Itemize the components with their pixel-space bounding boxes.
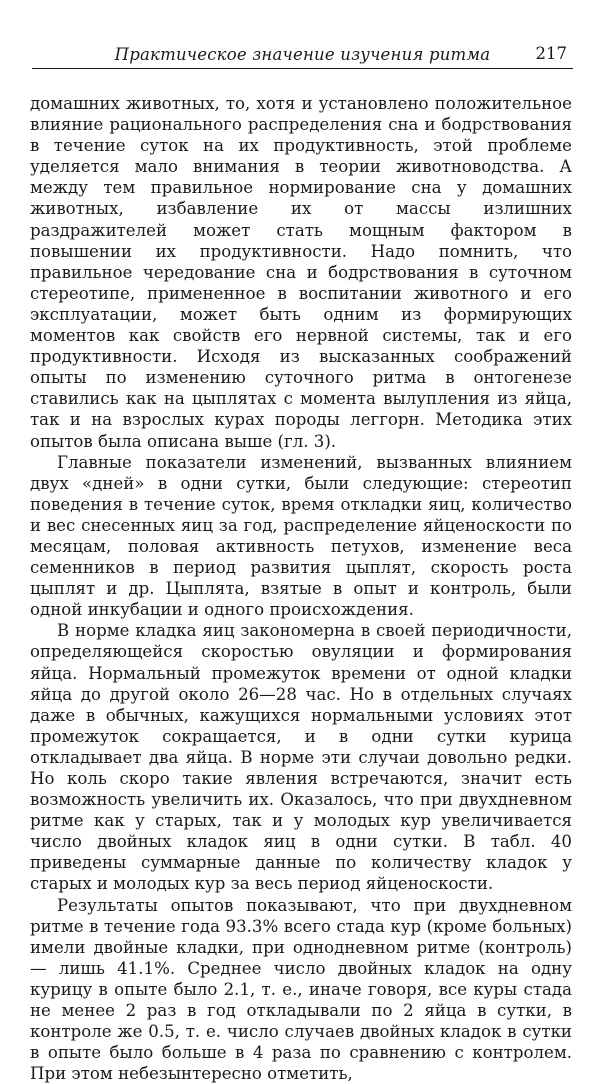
- paragraph-continued: домашних животных, то, хотя и установлено положительное влияние рационального распределения сна и бодрствования в течение суток на их продуктивность, этой проблеме уделяется мало внимания в теории животноводства. А между тем правильное нормирование сна у домашних животных, избавление их от массы излишних раздражителей может стать мощным фактором в повышении их продуктивности. Надо помнить, что правильное чередование сна и бодрствования в суточном стереотипе, примененное в воспитании животного и его эксплуатации, может быть одним из формирующих моментов как свойств его нервной системы, так и его продуктивности. Исходя из высказанных соображений опыты по изменению суточного ритма в онтогенезе ставились как на цыплятах с момента вылупления из яйца, так и на взрослых курах породы леггорн. Методика этих опытов была описана выше (гл. 3).: [30, 94, 572, 451]
- paragraph: В норме кладка яиц закономерна в своей периодичности, определяющейся скоростью овуляции и формирования яйца. Нормальный промежуток времени от одной кладки яйца до другой около 26—28 час. Но в отдельных случаях даже в обычных, кажущихся нормальными условиях этот промежуток сокращается, и в одни сутки курица откладывает два яйца. В норме эти случаи довольно редки. Но коль скоро такие явления встречаются, значит есть возможность увеличить их. Оказалось, что при двухдневном ритме как у старых, так и у молодых кур увеличивается число двойных кладок яиц в одни сутки. В табл. 40 приведены суммарные данные по количеству кладок у старых и молодых кур за весь период яйценоскости.: [30, 621, 572, 894]
- running-title: Практическое значение изучения ритма: [114, 45, 491, 64]
- paragraph: Результаты опытов показывают, что при двухдневном ритме в течение года 93.3% всего стада кур (кроме больных) имели двойные кладки, при однодневном ритме (контроль) — лишь 41.1%. Среднее число двойных кладок на одну курицу в опыте было 2.1, т. е., иначе говоря, все куры стада не менее 2 раз в год откладывали по 2 яйца в сутки, в контроле же 0.5, т. е. число случаев двойных кладок в сутки в опыте было больше в 4 раза по сравнению с контролем. При этом небезынтересно отметить,: [30, 895, 572, 1084]
- paragraph: Главные показатели изменений, вызванных влиянием двух «дней» в одни сутки, были следующие: стереотип поведения в течение суток, время откладки яиц, количество и вес снесенных яиц за год, распределение яйценоскости по месяцам, половая активность петухов, изменение веса семенников в период развития цыплят, скорость роста цыплят и др. Цыплята, взятые в опыт и контроль, были одной инкубации и одного происхождения.: [30, 452, 572, 620]
- page-number: 217: [535, 44, 567, 63]
- running-head: [32, 44, 573, 69]
- body-text: [30, 93, 572, 1084]
